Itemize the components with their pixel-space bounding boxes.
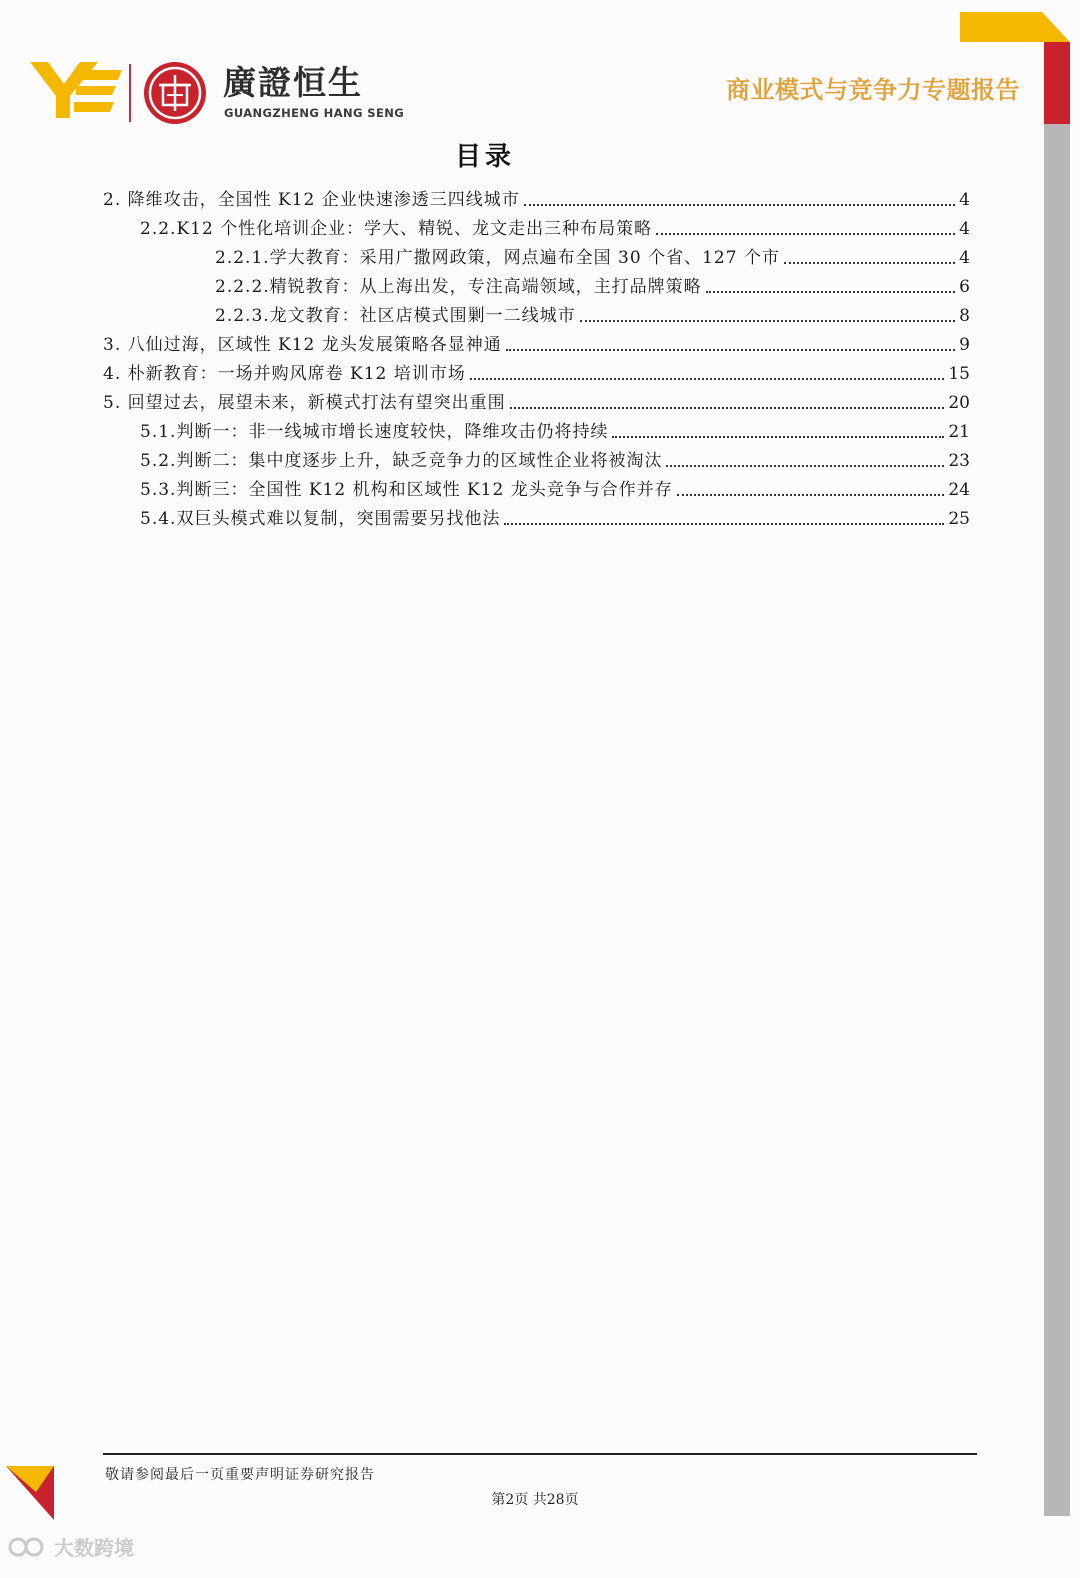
toc-entry-page: 4 bbox=[959, 248, 970, 268]
logo-divider bbox=[129, 64, 131, 122]
toc-entry-text: 2. 降维攻击，全国性 K12 企业快速渗透三四线城市 bbox=[103, 190, 520, 210]
report-title: 商业模式与竞争力专题报告 bbox=[726, 76, 1020, 104]
side-bar-gray bbox=[1044, 124, 1070, 1516]
toc-entry-page: 15 bbox=[948, 364, 970, 384]
toc-entry[interactable] bbox=[103, 357, 970, 385]
toc-entry-text: 2.2.K12 个性化培训企业：学大、精锐、龙文走出三种布局策略 bbox=[140, 219, 653, 239]
toc-entry[interactable] bbox=[140, 444, 970, 472]
toc-entry-text: 2.2.1.学大教育：采用广撒网政策，网点遍布全国 30 个省、127 个市 bbox=[215, 248, 780, 268]
watermark-text: 大数跨境 bbox=[54, 1536, 134, 1560]
toc-entry-page: 6 bbox=[959, 277, 970, 297]
side-bar-red bbox=[1044, 42, 1070, 124]
company-name-en: GUANGZHENG HANG SENG bbox=[224, 106, 405, 120]
toc-entry-text: 4. 朴新教育：一场并购风席卷 K12 培训市场 bbox=[103, 364, 466, 384]
toc-leader-dots bbox=[510, 407, 945, 409]
footer-rule bbox=[103, 1453, 977, 1455]
toc-entry[interactable] bbox=[215, 270, 970, 298]
toc-entry-text: 5. 回望过去，展望未来，新模式打法有望突出重围 bbox=[103, 393, 506, 413]
toc-title: 目录 bbox=[454, 142, 515, 172]
toc-entry-page: 23 bbox=[948, 451, 970, 471]
toc-leader-dots bbox=[677, 494, 945, 496]
toc-leader-dots bbox=[504, 523, 944, 525]
toc-entry[interactable] bbox=[215, 241, 970, 269]
corner-accent-top bbox=[960, 12, 1070, 42]
toc-entry-page: 20 bbox=[948, 393, 970, 413]
toc-leader-dots bbox=[666, 465, 944, 467]
toc-leader-dots bbox=[524, 204, 955, 206]
toc-entry-page: 21 bbox=[948, 422, 970, 442]
guangzheng-seal-icon bbox=[143, 61, 207, 125]
toc-entry-page: 9 bbox=[959, 335, 970, 355]
footer-disclaimer: 敬请参阅最后一页重要声明证券研究报告 bbox=[105, 1467, 375, 1483]
toc-leader-dots bbox=[612, 436, 944, 438]
toc-entry[interactable] bbox=[140, 415, 970, 443]
toc-entry-page: 4 bbox=[959, 190, 970, 210]
toc-leader-dots bbox=[470, 378, 945, 380]
toc-entry-page: 24 bbox=[948, 480, 970, 500]
toc-entry-text: 5.1.判断一：非一线城市增长速度较快，降维攻击仍将持续 bbox=[140, 422, 609, 442]
toc-entry-page: 8 bbox=[959, 306, 970, 326]
toc-entry[interactable] bbox=[103, 328, 970, 356]
toc-entry-text: 3. 八仙过海，区域性 K12 龙头发展策略各显神通 bbox=[103, 335, 502, 355]
toc-leader-dots bbox=[506, 349, 955, 351]
toc-entry-page: 4 bbox=[959, 219, 970, 239]
toc-entry[interactable] bbox=[140, 502, 970, 530]
toc-entry-page: 25 bbox=[948, 509, 970, 529]
toc-entry[interactable] bbox=[140, 212, 970, 240]
toc-leader-dots bbox=[656, 233, 955, 235]
toc-entry[interactable] bbox=[103, 386, 970, 414]
page-number: 第2页 共28页 bbox=[491, 1492, 579, 1508]
toc-entry-text: 5.3.判断三：全国性 K12 机构和区域性 K12 龙头竞争与合作并存 bbox=[140, 480, 673, 500]
company-name-cn: 廣證恒生 bbox=[223, 63, 363, 102]
toc-entry[interactable] bbox=[215, 299, 970, 327]
toc-leader-dots bbox=[580, 320, 956, 322]
toc-entry-text: 2.2.2.精锐教育：从上海出发，专注高端领域，主打品牌策略 bbox=[215, 277, 702, 297]
watermark-logo-icon bbox=[8, 1536, 50, 1558]
ye-logo-icon bbox=[30, 62, 122, 118]
watermark bbox=[8, 1532, 134, 1561]
toc-entry[interactable] bbox=[140, 473, 970, 501]
toc-leader-dots bbox=[784, 262, 955, 264]
toc-entry[interactable] bbox=[103, 183, 970, 211]
toc-leader-dots bbox=[706, 291, 956, 293]
toc-entry-text: 5.2.判断二：集中度逐步上升，缺乏竞争力的区域性企业将被淘汰 bbox=[140, 451, 663, 471]
toc-entry-text: 5.4.双巨头模式难以复制，突围需要另找他法 bbox=[140, 509, 501, 529]
toc-entry-text: 2.2.3.龙文教育：社区店模式围剿一二线城市 bbox=[215, 306, 576, 326]
